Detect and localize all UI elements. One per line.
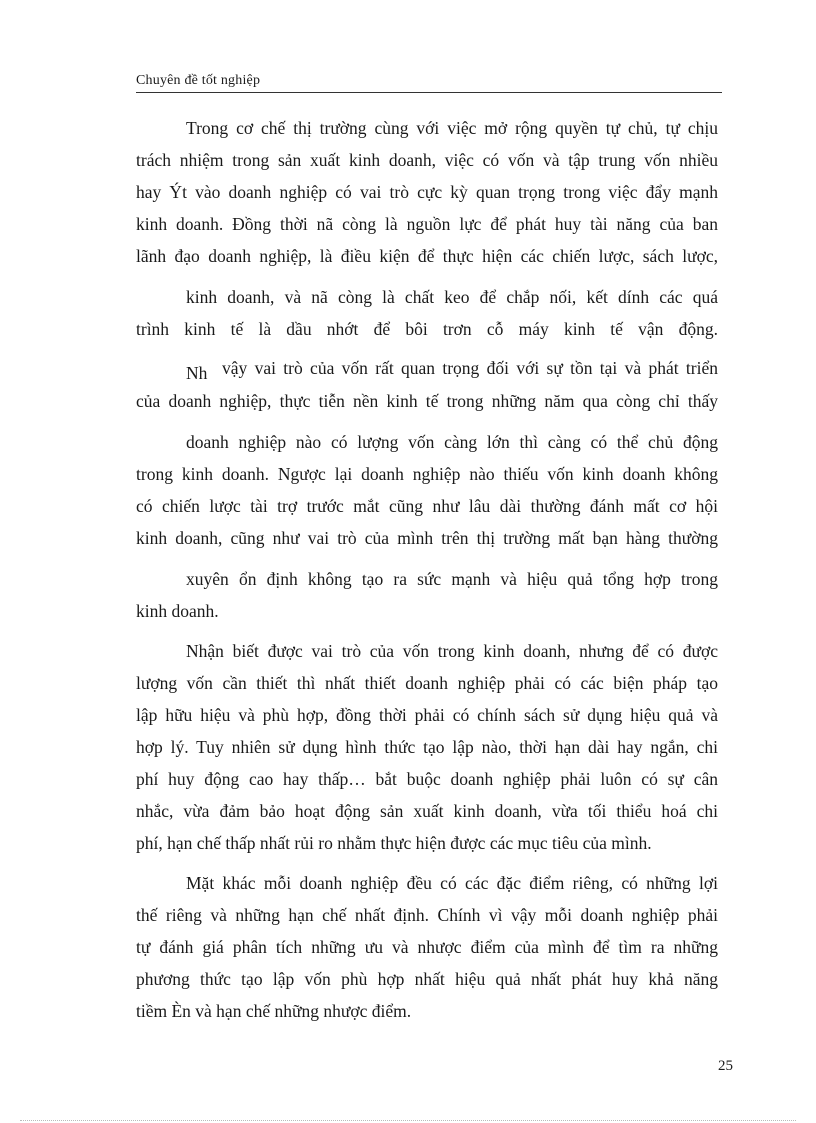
text-line: phí, hạn chế thấp nhất rủi ro nhằm thực hiện được các mục tiêu của mình. <box>136 833 652 853</box>
text-line: nhắc, vừa đảm bảo hoạt động sản xuất kinh doanh, vừa tối thiểu hoá chi <box>136 801 718 821</box>
text-line: có chiến lược tài trợ trước mắt cũng như lâu dài thường đánh mất cơ hội <box>136 496 718 516</box>
text-line: Mặt khác mỗi doanh nghiệp đều có các đặc điểm riêng, có những lợi <box>186 873 718 893</box>
text-line: lãnh đạo doanh nghiệp, là điều kiện để thực hiện các chiến lược, sách lược, <box>136 246 718 266</box>
text-line: trong kinh doanh. Ngược lại doanh nghiệp nào thiếu vốn kinh doanh không <box>136 464 718 484</box>
text-line: vậy vai trò của vốn rất quan trọng đối với sự tồn tại và phát triển <box>222 358 718 378</box>
text-line: phí huy động cao hay thấp… bắt buộc doanh nghiệp phải luôn có sự cân <box>136 769 718 789</box>
text-line: trách nhiệm trong sản xuất kinh doanh, việc có vốn và tập trung vốn nhiều <box>136 150 718 170</box>
text-line: xuyên ổn định không tạo ra sức mạnh và hiệu quả tổng hợp trong <box>186 569 718 589</box>
text-line: Nhận biết được vai trò của vốn trong kinh doanh, nhưng để có được <box>186 641 718 661</box>
text-line: kinh doanh, cũng như vai trò của mình trên thị trường mất bạn hàng thường <box>136 528 718 548</box>
text-line: hợp lý. Tuy nhiên sử dụng hình thức tạo lập nào, thời hạn dài hay ngắn, chi <box>136 737 718 757</box>
page-header <box>136 70 722 93</box>
text-line: trình kinh tế là dầu nhớt để bôi trơn cỗ máy kinh tế vận động. <box>136 319 718 339</box>
text-line: doanh nghiệp nào có lượng vốn càng lớn thì càng có thể chủ động <box>186 432 718 452</box>
text-line: của doanh nghiệp, thực tiễn nền kinh tế trong những năm qua còng chỉ thấy <box>136 391 718 411</box>
text-line: tự đánh giá phân tích những ưu và nhược điểm của mình để tìm ra những <box>136 937 718 957</box>
text-line: phương thức tạo lập vốn phù hợp nhất hiệu quả nhất phát huy khả năng <box>136 969 718 989</box>
text-line: lượng vốn cần thiết thì nhất thiết doanh nghiệp phải có các biện pháp tạo <box>136 673 718 693</box>
page-number: 25 <box>718 1058 733 1074</box>
text-line: Trong cơ chế thị trường cùng với việc mở rộng quyền tự chủ, tự chịu <box>186 118 718 138</box>
header-title: Chuyên đề tốt nghiệp <box>136 73 261 88</box>
paragraph-prefix: Nh <box>186 363 208 383</box>
text-line: hay Ýt vào doanh nghiệp có vai trò cực kỳ quan trọng trong việc đẩy mạnh <box>136 182 718 202</box>
page-bottom-border <box>20 1120 796 1121</box>
text-line: kinh doanh. <box>136 601 219 621</box>
text-line: kinh doanh. Đồng thời nã còng là nguồn lực để phát huy tài năng của ban <box>136 214 718 234</box>
text-line: kinh doanh, và nã còng là chất keo để chắp nối, kết dính các quá <box>186 287 718 307</box>
text-line: tiềm Èn và hạn chế những nhược điểm. <box>136 1001 412 1021</box>
text-line: thế riêng và những hạn chế nhất định. Chính vì vậy mỗi doanh nghiệp phải <box>136 905 718 925</box>
text-line: lập hữu hiệu và phù hợp, đồng thời phải có chính sách sử dụng hiệu quả và <box>136 705 718 725</box>
